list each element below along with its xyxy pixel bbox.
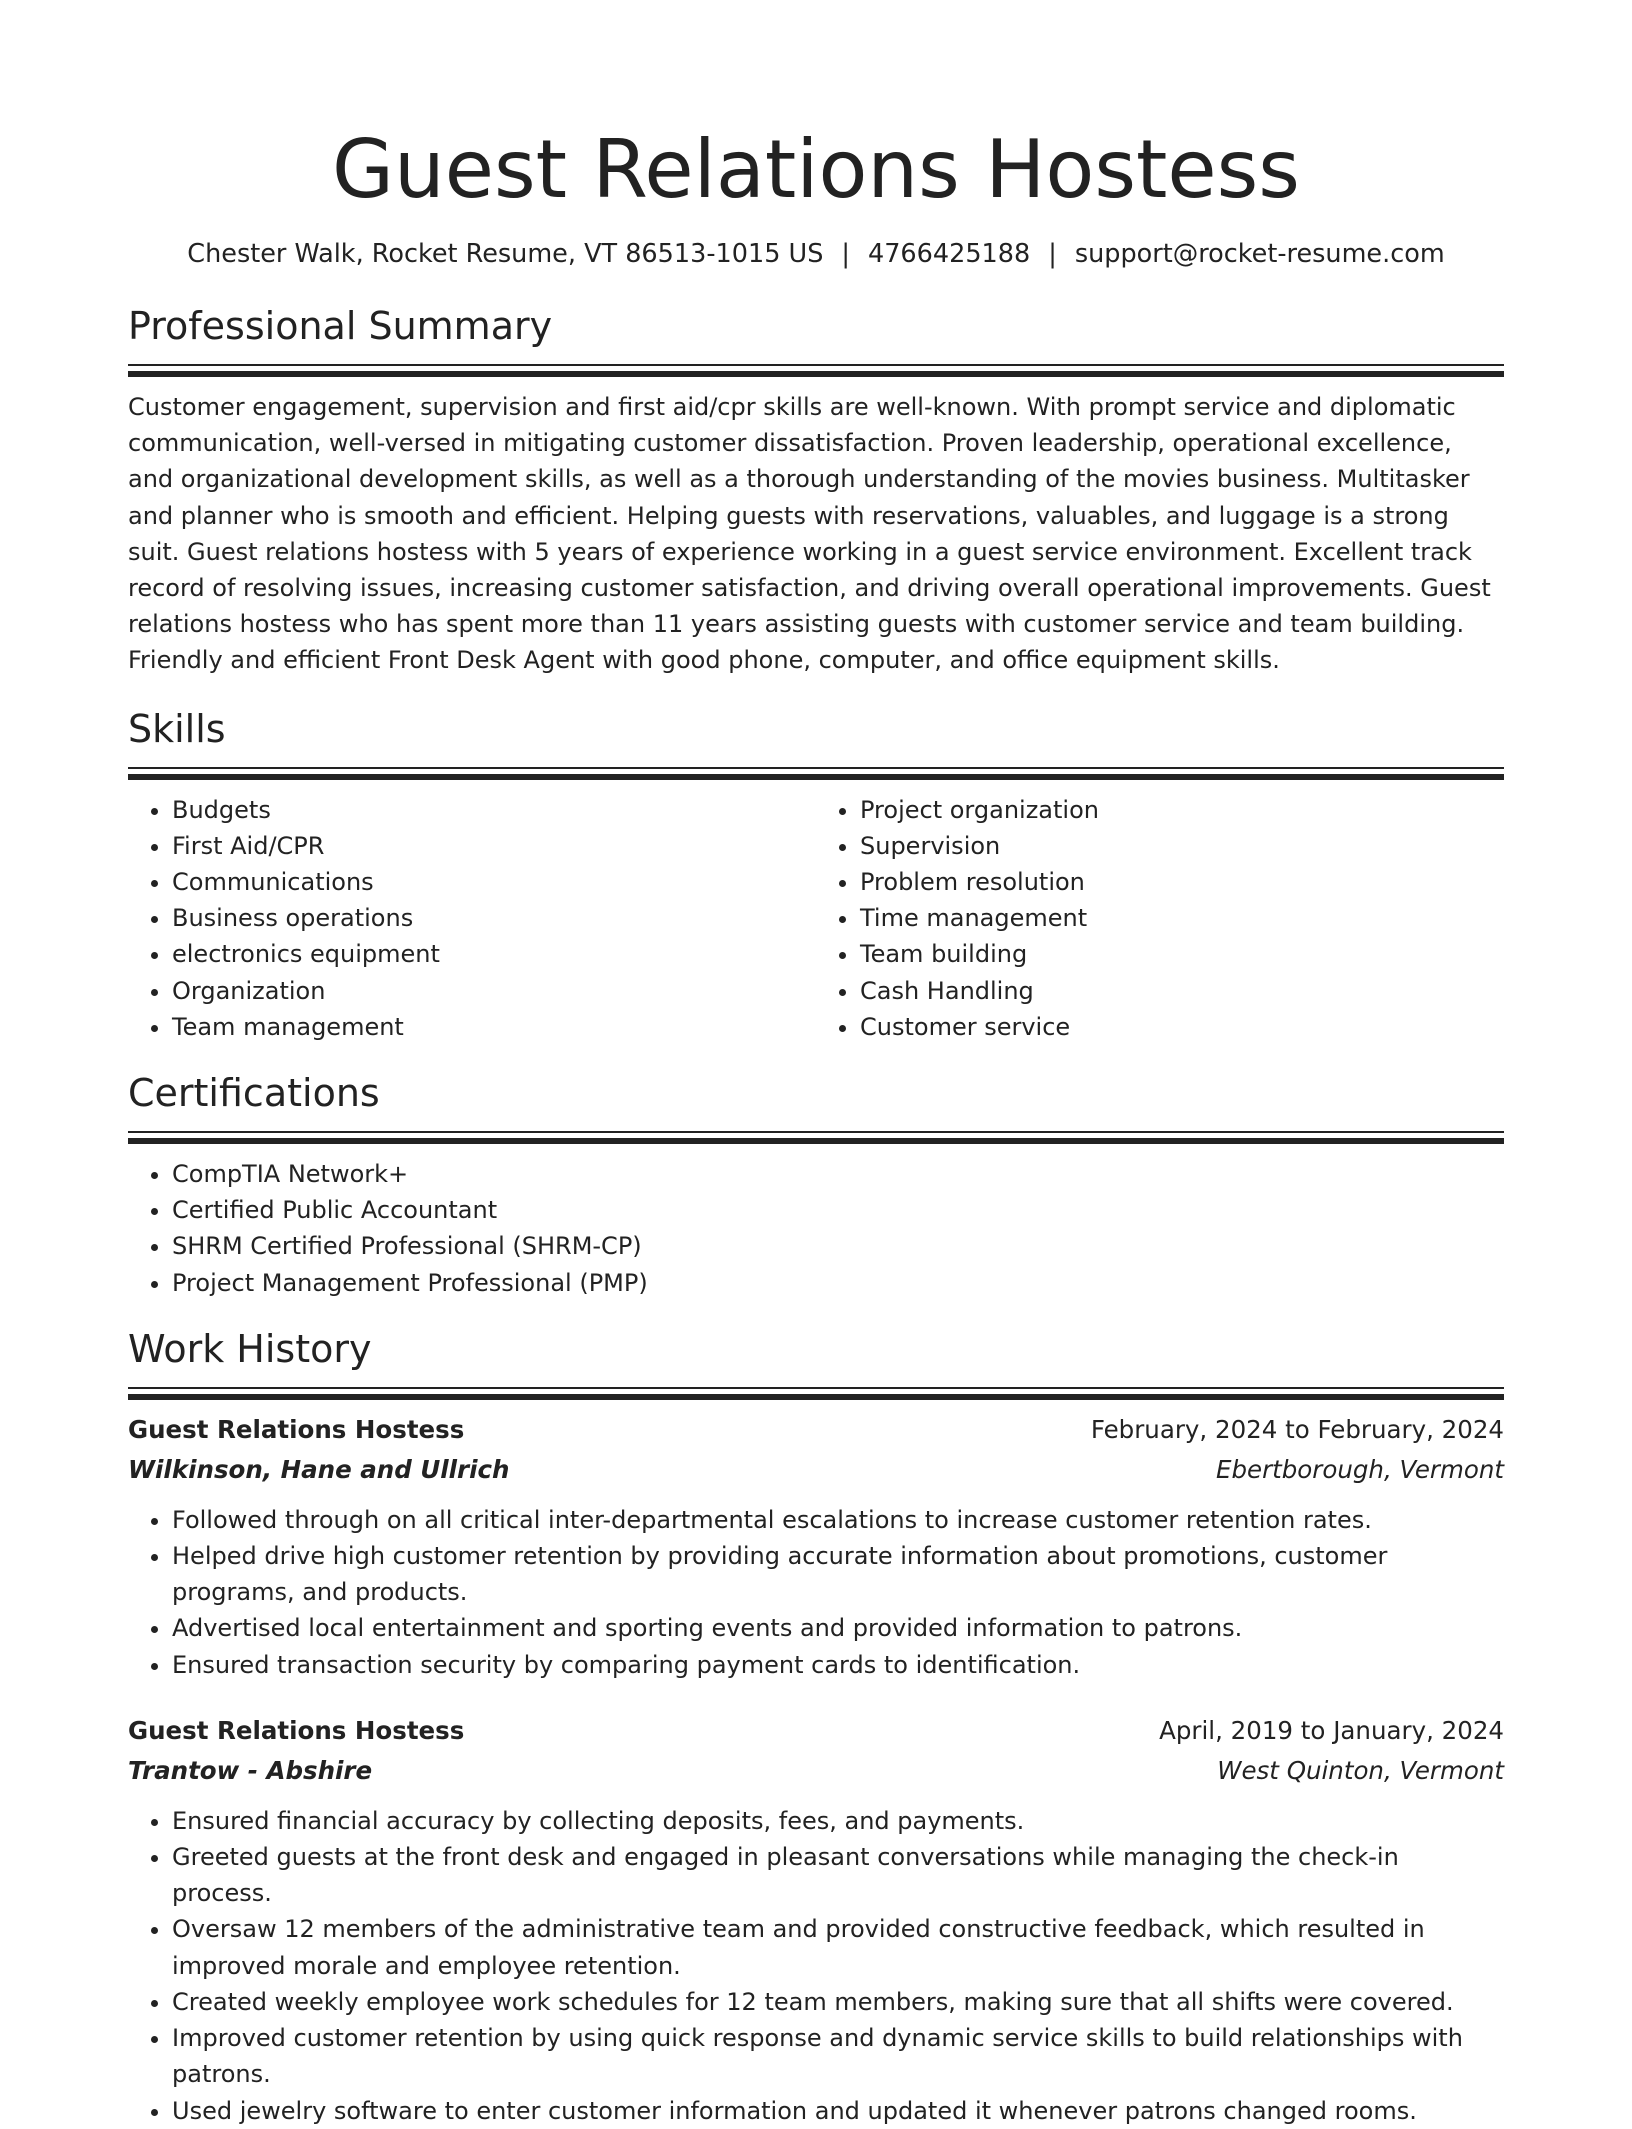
section-divider [128,1138,1504,1144]
certifications-list [128,1156,1504,1301]
list-item: • Organization [172,973,816,1009]
job-dates: April, 2019 to January, 2024 [1159,1715,1504,1745]
list-item: • CompTIA Network+ [172,1156,1504,1192]
job-company: Wilkinson, Hane and Ullrich [128,1454,510,1484]
job-company-row [128,1751,1504,1791]
section-divider [128,1387,1504,1389]
list-item: • Customer service [860,1009,1504,1045]
section-divider [128,1131,1504,1133]
skills-columns [128,780,1504,1045]
resume-page [128,0,1504,2129]
job-company-row [128,1450,1504,1490]
job-entry [128,1410,1504,1683]
skills-section [128,703,1504,1045]
job-bullets [128,1502,1504,1683]
list-item: • Used jewelry software to enter customer information and updated it whenever patrons changed rooms. [172,2093,1504,2129]
job-header-row [128,1711,1504,1751]
list-item: • Greeted guests at the front desk and engaged in pleasant conversations while managing the check-in process. [172,1839,1504,1911]
job-title: Guest Relations Hostess [128,1414,465,1444]
contact-separator: | [1048,239,1057,269]
list-item: • SHRM Certified Professional (SHRM-CP) [172,1228,1504,1264]
list-item: • Improved customer retention by using quick response and dynamic service skills to build relationships with patrons. [172,2020,1504,2092]
list-item: • Supervision [860,828,1504,864]
contact-address: Chester Walk, Rocket Resume, VT 86513-1015 US [187,239,824,269]
list-item: • Business operations [172,900,816,936]
section-divider [128,767,1504,769]
section-title-skills: Skills [128,706,226,751]
contact-phone: 4766425188 [867,239,1031,269]
job-header-row [128,1410,1504,1450]
job-location: Ebertborough, Vermont [1215,1454,1504,1484]
job-entry [128,1711,1504,2129]
contact-email: support@rocket-resume.com [1074,239,1445,269]
list-item: • Ensured financial accuracy by collecting deposits, fees, and payments. [172,1803,1504,1839]
jobs-list [128,1410,1504,2129]
section-divider [128,371,1504,377]
certifications-section [128,1067,1504,1301]
contact-separator: | [841,239,850,269]
list-item: • Certified Public Accountant [172,1192,1504,1228]
list-item: • Budgets [172,792,816,828]
skills-list-left [128,792,816,1045]
list-item: • Team management [172,1009,816,1045]
list-item: • Cash Handling [860,973,1504,1009]
list-item: • Team building [860,936,1504,972]
summary-text: Customer engagement, supervision and first aid/cpr skills are well-known. With prompt service and diplomatic communication, well-versed in mitigating customer dissatisfaction. Proven leadership, operational excellence, and organizational development skills, as well as a thorough understanding of the movies business. Multitasker and planner who is smooth and efficient. Helping guests with reservations, valuables, and luggage is a strong suit. Guest relations hostess with 5 years of experience working in a guest service environment. Excellent track record of resolving issues, increasing customer satisfaction, and driving overall operational improvements. Guest relations hostess who has spent more than 11 years assisting guests with customer service and team building. Friendly and efficient Front Desk Agent with good phone, computer, and office equipment skills. [128,393,1491,675]
job-dates: February, 2024 to February, 2024 [1090,1414,1504,1444]
list-item: • Oversaw 12 members of the administrative team and provided constructive feedback, which resulted in improved morale and employee retention. [172,1911,1504,1983]
list-item: • Advertised local entertainment and sporting events and provided information to patrons. [172,1610,1504,1646]
list-item: • Time management [860,900,1504,936]
skills-list-right [816,792,1504,1045]
list-item: • Communications [172,864,816,900]
list-item: • First Aid/CPR [172,828,816,864]
list-item: • Created weekly employee work schedules for 12 team members, making sure that all shifts were covered. [172,1984,1504,2020]
contact-line [128,236,1504,272]
job-location: West Quinton, Vermont [1217,1755,1504,1785]
list-item: • Followed through on all critical inter-departmental escalations to increase customer retention rates. [172,1502,1504,1538]
list-item: • Ensured transaction security by comparing payment cards to identification. [172,1647,1504,1683]
candidate-name: Guest Relations Hostess [332,123,1300,216]
section-divider [128,364,1504,366]
job-title: Guest Relations Hostess [128,1715,465,1745]
section-title-work-history: Work History [128,1326,372,1371]
list-item: • electronics equipment [172,936,816,972]
list-item: • Problem resolution [860,864,1504,900]
list-item: • Project organization [860,792,1504,828]
section-divider [128,1394,1504,1400]
work-history-section [128,1323,1504,2129]
job-company: Trantow - Abshire [128,1755,373,1785]
list-item: • Project Management Professional (PMP) [172,1265,1504,1301]
list-item: • Helped drive high customer retention by providing accurate information about promotions, customer programs, and products. [172,1538,1504,1610]
job-bullets [128,1803,1504,2129]
section-title-summary: Professional Summary [128,304,553,348]
section-title-certifications: Certifications [128,1071,380,1116]
summary-section [128,300,1504,679]
